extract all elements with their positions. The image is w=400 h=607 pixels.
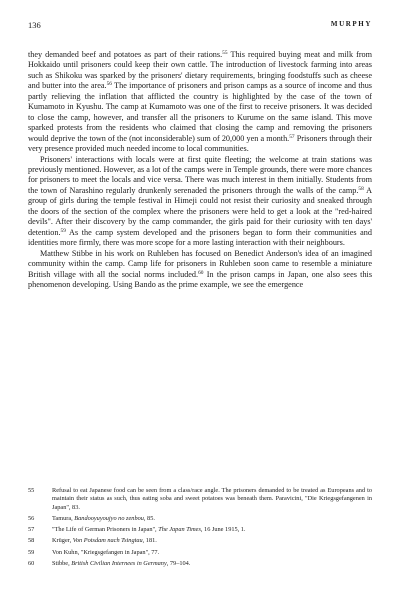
footnote [28,526,372,534]
footnote-ref: 59 [60,227,66,234]
footnote-number: 60 [28,560,35,568]
paragraph-2: Prisoners' interactions with locals were at first quite fleeting; the welcome at train stations was previously mentioned. However, as a lot of the camps were in Temple grounds, there were more chances for prisoners to meet the locals and vice versa. There was much interest in them initially. Students from the town of Narashino regularly drunkenly serenaded the prisoners through the walls of the camp.$^{58}$ A group of girls during the temple festival in Himeji could not resist their curiosity and sneaked through the doors of the section of the complex where the prisoners were held to get a look at the "red-haired devils". After their discovery by the camp commander, the girls paid for their curiosity with ten days' detention.$^{59}$ As the camp system developed and the prisoners began to form their communities and identities more firmly, there was more scope for a more lasting interaction with their neighbours. [28,154,372,248]
footnote-text: Von Kuhn, "Kriegsgefangen in Japan", 77. [52,548,160,556]
footnote-text: Stibbe, British Civilian Internees in Germany, 79–104. [52,560,191,568]
paragraph-3: Matthew Stibbe in his work on Ruhleben has focused on Benedict Anderson's idea of an imagined community within the camp. Camp life for prisoners in Ruhleben soon came to resemble a miniature British village with all the social norms included.$^{60}$ In the prison camps in Japan, one also sees this phenomenon developing. Using Bando as the prime example, we see the emergence [28,248,372,289]
paragraph-1: they demanded beef and potatoes as part of their rations.$^{55}$ This required buying meat and milk from Hokkaido until prisoners could keep their own cattle. The introduction of livestock farming into areas such as Shikoku was sparked by the prisoners' dietary requirements, bringing foodstuffs such as cheese and butter into the area.$^{56}$ The importance of prisoners and prison camps as a source of income and thus partly relieving the inflation that afflicted the country is highlighted by the case of the town of Kumamoto in Kyushu. The camp at Kumamoto was one of the first to receive prisoners. It was decided to close the camp, however, and transfer all the prisoners to Kurume on the same island. This move sparked protests from the residents who claimed that closing the camp and removing the prisoners would deprive the town of the (not inconsiderable) sum of 20,000 yen a month.$^{57}$ Prisoners through their very presence provided much needed income to local communities. [28,50,373,154]
footnote [28,560,372,568]
footnote-ref: 57 [289,133,295,140]
footnotes [28,487,372,568]
footnote-ref: 56 [106,81,112,88]
footnote-ref: 55 [222,50,228,56]
footnote-text: Krüger, Von Potsdam nach Tsingtau, 181. [52,537,157,545]
footnote-number: 58 [28,537,35,545]
cited-title: British Civilian Internees in Germany [71,560,167,568]
footnote-number: 59 [28,548,35,556]
footnote-text: Refusal to eat Japanese food can be seen from a class/race angle. The prisoners demanded to be treated as Europeans and to maintain their status as such, thus eating soba and sweet potatoes was beneath them. Paravicini, "Die Kriegsgefangenen in Japan", 83. [52,487,372,511]
footnote [28,487,372,512]
footnote-number: 55 [28,487,35,494]
page-number: 136 [28,20,41,30]
cited-title: The Japan Times [158,526,201,534]
footnote-text: "The Life of German Prisoners in Japan", The Japan Times, 16 June 1915, 1. [52,526,246,534]
body-text [28,50,372,290]
footnote-ref: 58 [358,185,364,192]
running-title: MURPHY [330,20,372,28]
running-head [28,20,372,32]
footnote-number: 56 [28,514,35,522]
footnote [28,515,372,523]
footnote-text: Tamura, Bandooyuyoujyo no zenbou, 85. [52,514,155,522]
cited-title: Bandooyuyoujyo no zenbou [74,514,144,522]
footnote-number: 57 [28,526,35,534]
footnote [28,537,372,545]
cited-title: Von Potsdam nach Tsingtau [72,537,143,545]
footnote-ref: 60 [198,269,204,276]
footnote [28,549,372,557]
